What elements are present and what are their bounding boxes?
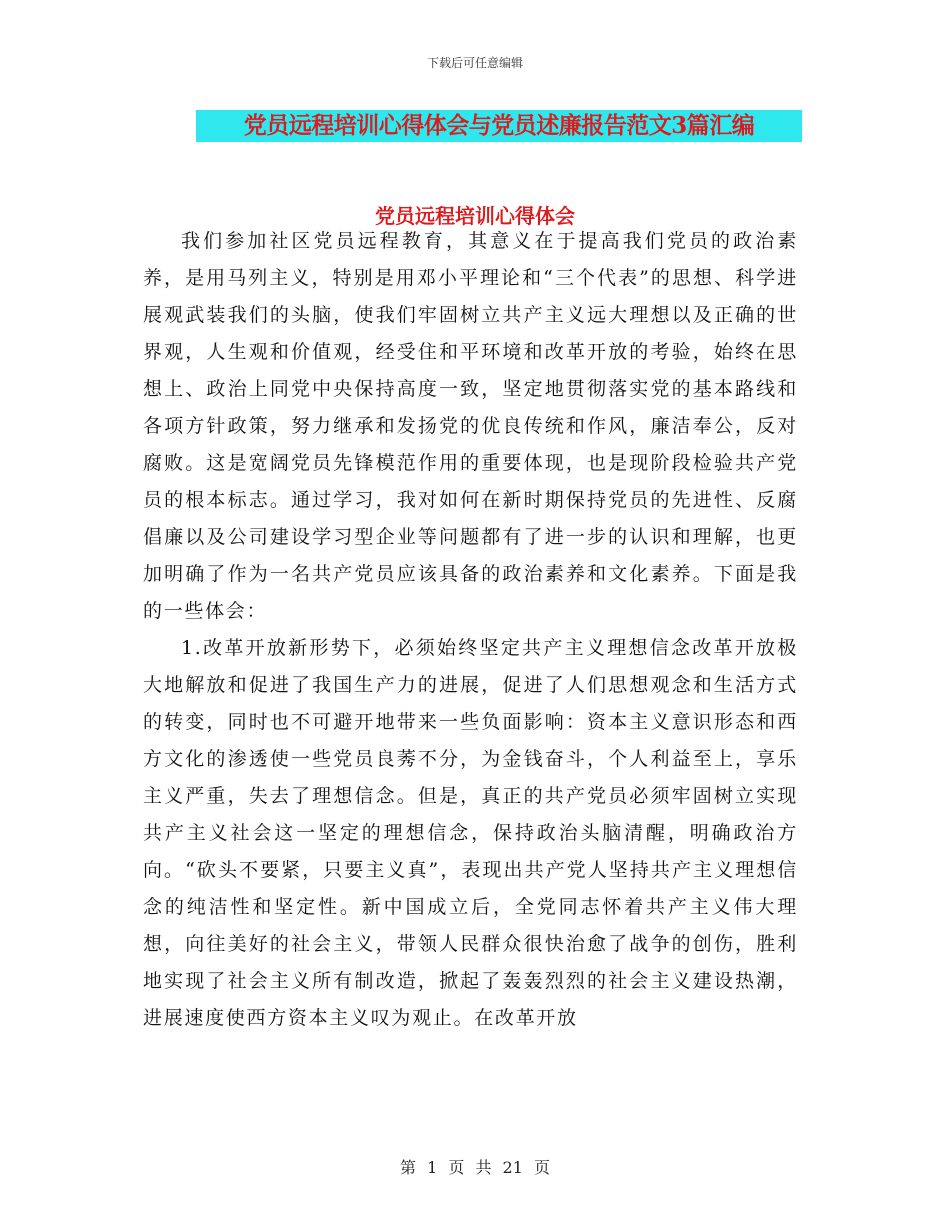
body-text (143, 223, 798, 1037)
header-note: 下载后可任意编辑 (426, 56, 523, 70)
page-number: 第 1 页 共 21 页 (400, 1158, 550, 1177)
paragraph: 我们参加社区党员远程教育，其意义在于提高我们党员的政治素养，是用马列主义，特别是用邓小平理论和“三个代表”的思想、科学进展观武装我们的头脑，使我们牢固树立共产主义远大理想以及正确的世界观，人生观和价值观，经受住和平环境和改革开放的考验，始终在思想上、政治上同党中央保持高度一致，坚定地贯彻落实党的基本路线和各项方针政策，努力继承和发扬党的优良传统和作风，廉洁奉公，反对腐败。这是宽阔党员先锋模范作用的重要体现，也是现阶段检验共产党员的根本标志。通过学习，我对如何在新时期保持党员的先进性、反腐倡廉以及公司建设学习型企业等问题都有了进一步的认识和理解，也更加明确了作为一名共产党员应该具备的政治素养和文化素养。下面是我的一些体会： (143, 230, 798, 622)
section-title: 党员远程培训心得体会 (375, 204, 575, 228)
main-title-highlight (196, 110, 802, 142)
main-title: 党员远程培训心得体会与党员述廉报告范文3篇汇编 (243, 112, 755, 139)
paragraph: 1.改革开放新形势下，必须始终坚定共产主义理想信念改革开放极大地解放和促进了我国生产力的进展，促进了人们思想观念和生活方式的转变，同时也不可避开地带来一些负面影响：资本主义意识形态和西方文化的渗透使一些党员良莠不分，为金钱奋斗，个人利益至上，享乐主义严重，失去了理想信念。但是，真正的共产党员必须牢固树立实现共产主义社会这一坚定的理想信念，保持政治头脑清醒，明确政治方向。“砍头不要紧，只要主义真”，表现出共产党人坚持共产主义理想信念的纯洁性和坚定性。新中国成立后，全党同志怀着共产主义伟大理想，向往美好的社会主义，带领人民群众很快治愈了战争的创伤，胜利地实现了社会主义所有制改造，掀起了轰轰烈烈的社会主义建设热潮，进展速度使西方资本主义叹为观止。在改革开放 (143, 637, 798, 1029)
